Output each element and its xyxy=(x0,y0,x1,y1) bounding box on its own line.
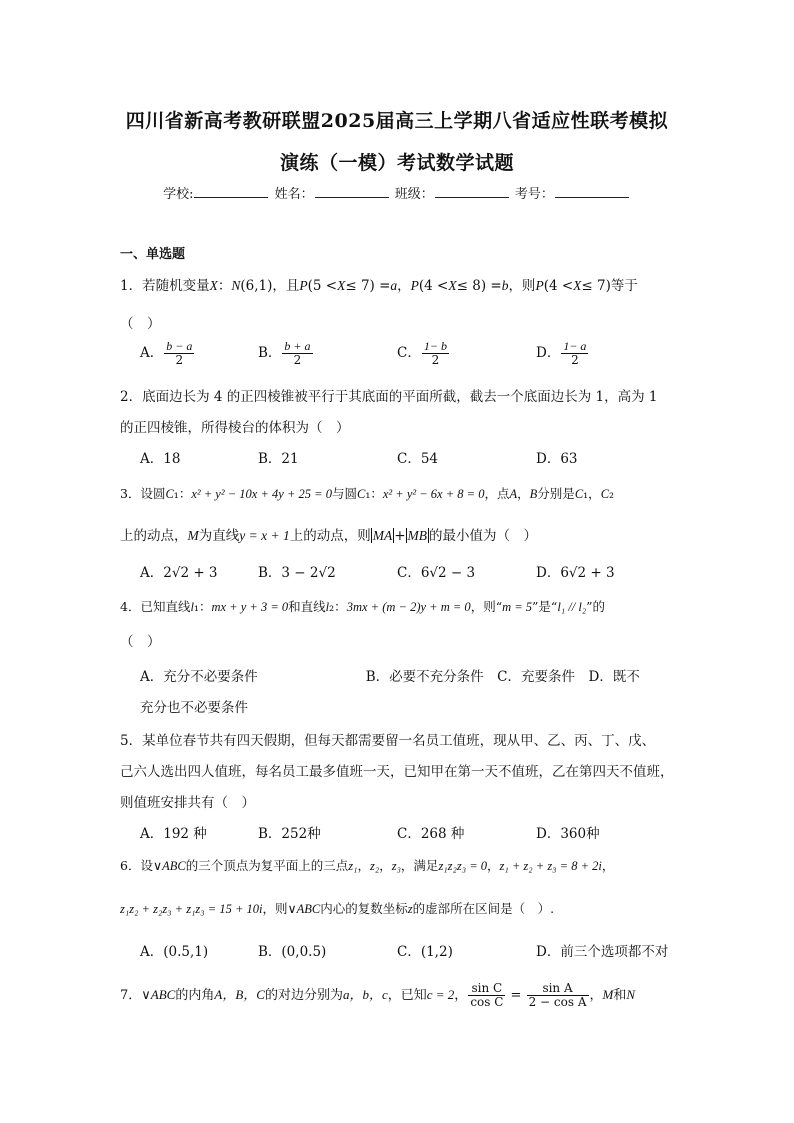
text-fragment: A，B，C xyxy=(214,987,265,1002)
option-c[interactable]: C．(1,2) xyxy=(397,944,453,960)
text-fragment: 上的动点， xyxy=(120,528,188,544)
text-fragment: ， xyxy=(397,278,411,294)
text-fragment: 2 xyxy=(293,353,302,367)
option-d[interactable]: D．63 xyxy=(536,451,578,467)
text-fragment: M xyxy=(187,528,199,543)
text-fragment: ，已知 xyxy=(387,988,427,1003)
text-fragment: ： xyxy=(334,599,347,614)
text-fragment: ： xyxy=(178,486,192,501)
text-fragment: X xyxy=(337,278,346,293)
question-2-stem-line-1: 2．底面边长为 4 的正四棱锥被平行于其底面的平面所截，截去一个底面边长为 1，高为 1 xyxy=(120,389,658,405)
text-fragment: ₁ xyxy=(583,486,589,501)
text-fragment: a，b，c xyxy=(342,987,388,1002)
text-fragment: ∨ABC xyxy=(152,859,186,873)
section-heading: 一、单选题 xyxy=(120,247,186,262)
fraction xyxy=(527,982,589,1009)
text-fragment: ₂ xyxy=(609,486,615,501)
text-fragment: ≤ 7) = xyxy=(345,278,391,294)
text-fragment: A xyxy=(509,487,518,501)
text-fragment: z₁ + z₂ + z₃ = 8 + 2i xyxy=(499,859,602,873)
text-fragment: ，则“ xyxy=(470,599,503,614)
text-fragment: 和直线 xyxy=(288,599,326,614)
text-fragment: A． xyxy=(140,345,164,361)
text-fragment: mx + y + 3 = 0 xyxy=(211,600,289,614)
fraction xyxy=(422,340,449,367)
student-info-row xyxy=(0,183,794,202)
text-fragment: 的三个顶点为复平面上的三点 xyxy=(185,858,349,873)
text-fragment: 2 − cos A xyxy=(528,995,587,1009)
option-a[interactable]: A．2√2 + 3 xyxy=(140,565,218,581)
text-fragment: ₁ xyxy=(365,486,371,501)
text-fragment: C xyxy=(600,487,610,501)
question-4-option-d-wrap[interactable]: 充分也不必要条件 xyxy=(140,700,248,716)
fraction xyxy=(164,340,194,367)
text-fragment: C xyxy=(574,487,584,501)
question-7-stem xyxy=(120,982,635,1009)
text-fragment: 上的动点，则 xyxy=(289,528,371,544)
text-fragment: b + a xyxy=(284,339,311,353)
text-fragment: B． xyxy=(258,345,282,361)
text-fragment: cos C xyxy=(470,995,504,1009)
text-fragment: l₁ // l₂ xyxy=(557,600,587,614)
text-fragment: x² + y² − 10x + 4y + 25 = 0 xyxy=(191,487,332,501)
title-line-1: 四川省新高考教研联盟2025届高三上学期八省适应性联考模拟 xyxy=(125,110,669,132)
option-d[interactable]: D．前三个选项都不对 xyxy=(536,944,669,960)
text-fragment: 2 xyxy=(431,353,440,367)
question-3-stem-line-2 xyxy=(120,524,537,544)
option-c[interactable]: C．6√2 − 3 xyxy=(397,565,476,581)
question-4-stem xyxy=(120,597,605,615)
text-fragment: ，则 xyxy=(262,901,288,916)
question-4-answer-slot: （ ） xyxy=(120,634,161,650)
option-c[interactable]: C．268 种 xyxy=(397,826,465,842)
text-fragment: + xyxy=(394,528,406,544)
text-fragment: 的最小值为（ ） xyxy=(429,528,538,544)
text-fragment: 2 xyxy=(571,353,579,367)
fraction xyxy=(561,340,588,367)
text-fragment: ， xyxy=(589,988,603,1003)
text-fragment: ，点 xyxy=(484,486,510,501)
text-fragment: 1− b xyxy=(423,339,447,353)
text-fragment: ： xyxy=(198,599,212,614)
text-fragment: 与圆 xyxy=(331,486,357,501)
option-a[interactable]: A．18 xyxy=(140,451,181,467)
text-fragment: = xyxy=(506,988,526,1003)
text-fragment: (5 < xyxy=(307,278,338,294)
text-fragment: c = 2 xyxy=(426,987,455,1002)
question-3-stem-line-1 xyxy=(120,484,614,502)
text-fragment: C xyxy=(165,487,174,501)
text-fragment: 为直线 xyxy=(198,528,240,544)
text-fragment: (4 < xyxy=(543,278,574,294)
class-blank[interactable] xyxy=(435,185,509,198)
text-fragment: l xyxy=(325,600,330,614)
school-blank[interactable] xyxy=(194,185,268,198)
text-fragment: sin A xyxy=(527,982,589,996)
option-d[interactable]: D．360种 xyxy=(536,826,600,842)
text-fragment: MA xyxy=(372,528,393,543)
text-fragment: b − a xyxy=(166,339,193,353)
question-5-stem-line-3: 则值班安排共有（ ） xyxy=(120,795,255,811)
text-fragment: 分别是 xyxy=(537,486,575,501)
text-fragment: ， xyxy=(588,486,601,501)
text-fragment: 的内角 xyxy=(175,988,215,1003)
text-fragment: z xyxy=(407,902,413,916)
text-fragment: M xyxy=(602,987,614,1002)
question-6-stem-line-2 xyxy=(120,899,554,917)
text-fragment: ∨ABC xyxy=(287,902,321,916)
text-fragment: X xyxy=(573,278,582,293)
option-d[interactable]: D．6√2 + 3 xyxy=(536,565,615,581)
text-fragment: ∨ABC xyxy=(141,987,176,1002)
text-fragment: 7． xyxy=(120,988,142,1003)
text-fragment: a xyxy=(390,278,398,293)
name-blank[interactable] xyxy=(315,185,389,198)
text-fragment: ： xyxy=(217,278,232,294)
text-fragment: (4 < xyxy=(418,278,449,294)
text-fragment: 内心的复数坐标 xyxy=(320,901,408,916)
text-fragment: ， xyxy=(379,858,392,873)
text-fragment: ， xyxy=(487,858,500,873)
text-fragment: 和 xyxy=(613,988,627,1003)
question-6-stem-line-1 xyxy=(120,856,614,874)
text-fragment: P xyxy=(299,278,308,293)
text-fragment: y = x + 1 xyxy=(239,528,290,543)
option-c[interactable] xyxy=(397,340,450,367)
text-fragment: 3．设圆 xyxy=(120,486,166,501)
text-fragment: 的对边分别为 xyxy=(264,988,343,1003)
text-fragment: N xyxy=(626,987,636,1002)
name-label: 姓名： xyxy=(274,187,314,202)
school-label: 学校: xyxy=(163,187,194,202)
question-5-stem-line-2: 己六人选出四人值班，每名员工最多值班一天，已知甲在第一天不值班，乙在第四天不值班， xyxy=(120,764,674,780)
text-fragment: 6．设 xyxy=(120,858,153,873)
option-b[interactable] xyxy=(258,340,314,367)
text-fragment: ， xyxy=(454,988,468,1003)
text-fragment: ”的 xyxy=(586,599,606,614)
text-fragment: ₁ xyxy=(173,486,179,501)
option-a[interactable]: A．(0.5,1) xyxy=(140,944,209,960)
exam-number-label: 考号： xyxy=(514,187,554,202)
title-line-2: 演练（一模）考试数学试题 xyxy=(279,152,514,174)
text-fragment: P xyxy=(410,278,419,293)
option-a[interactable]: A．192 种 xyxy=(140,826,207,842)
text-fragment: 3mx + (m − 2)y + m = 0 xyxy=(346,600,471,614)
text-fragment: l xyxy=(190,600,194,614)
text-fragment: (6,1)，且 xyxy=(240,278,300,294)
text-fragment: m = 5 xyxy=(502,600,533,614)
text-fragment: 2 xyxy=(175,353,184,367)
text-fragment: C． xyxy=(397,345,421,361)
fraction xyxy=(282,340,312,367)
question-1-stem xyxy=(120,274,638,294)
text-fragment: ≤ 8) = xyxy=(456,278,502,294)
text-fragment: x² + y² − 6x + 8 = 0 xyxy=(382,487,485,501)
option-b[interactable]: B．(0,0.5) xyxy=(258,944,327,960)
text-fragment: b xyxy=(501,278,509,293)
text-fragment: 1− a xyxy=(563,339,587,353)
text-fragment: MB xyxy=(407,528,428,543)
text-fragment: ： xyxy=(370,486,383,501)
question-2-stem-line-2: 的正四棱锥，所得棱台的体积为（ ） xyxy=(120,420,350,436)
text-fragment: X xyxy=(209,278,218,293)
text-fragment: z₁ xyxy=(348,859,358,873)
text-fragment: sin C xyxy=(468,982,505,996)
text-fragment: X xyxy=(448,278,457,293)
option-b[interactable]: B．252种 xyxy=(258,826,321,842)
text-fragment: 1．若随机变量 xyxy=(120,278,210,294)
text-fragment: ，满足 xyxy=(400,858,439,873)
text-fragment: z₁z₂z₃ = 0 xyxy=(438,859,488,873)
question-1-answer-slot: （ ） xyxy=(120,316,161,332)
text-fragment: ₂ xyxy=(329,599,335,614)
text-fragment: C xyxy=(356,487,366,501)
option-a[interactable] xyxy=(140,340,195,367)
question-5-stem-line-1: 5．某单位春节共有四天假期，但每天都需要留一名员工值班，现从甲、乙、丙、丁、戊、 xyxy=(120,733,656,749)
exam-number-blank[interactable] xyxy=(555,185,629,198)
text-fragment: ， xyxy=(517,486,530,501)
text-fragment: 4．已知直线 xyxy=(120,599,191,614)
text-fragment: ， xyxy=(601,858,615,873)
option-b[interactable]: B．3 − 2√2 xyxy=(258,565,336,581)
text-fragment: D． xyxy=(536,345,561,361)
fraction xyxy=(468,982,505,1009)
text-fragment: ，则 xyxy=(508,278,536,294)
text-fragment: z₁z₂ + z₂z₃ + z₁z₃ = 15 + 10i xyxy=(120,902,263,916)
text-fragment: ₁ xyxy=(193,599,199,614)
text-fragment: 的虚部所在区间是（ ）. xyxy=(412,901,555,916)
text-fragment: P xyxy=(535,278,544,293)
text-fragment: N xyxy=(231,278,241,293)
text-fragment: z₂ xyxy=(369,859,380,873)
question-4-options[interactable]: A．充分不必要条件 B．必要不充分条件 C．充要条件 D．既不 xyxy=(140,669,640,685)
option-b[interactable]: B．21 xyxy=(258,451,299,467)
class-label: 班级： xyxy=(394,187,434,202)
option-d[interactable] xyxy=(536,340,589,367)
text-fragment: z₃ xyxy=(391,859,401,873)
text-fragment: ≤ 7)等于 xyxy=(581,278,638,294)
text-fragment: ， xyxy=(357,858,370,873)
option-c[interactable]: C．54 xyxy=(397,451,439,467)
text-fragment: ”是“ xyxy=(532,599,558,614)
text-fragment: B xyxy=(529,487,538,501)
